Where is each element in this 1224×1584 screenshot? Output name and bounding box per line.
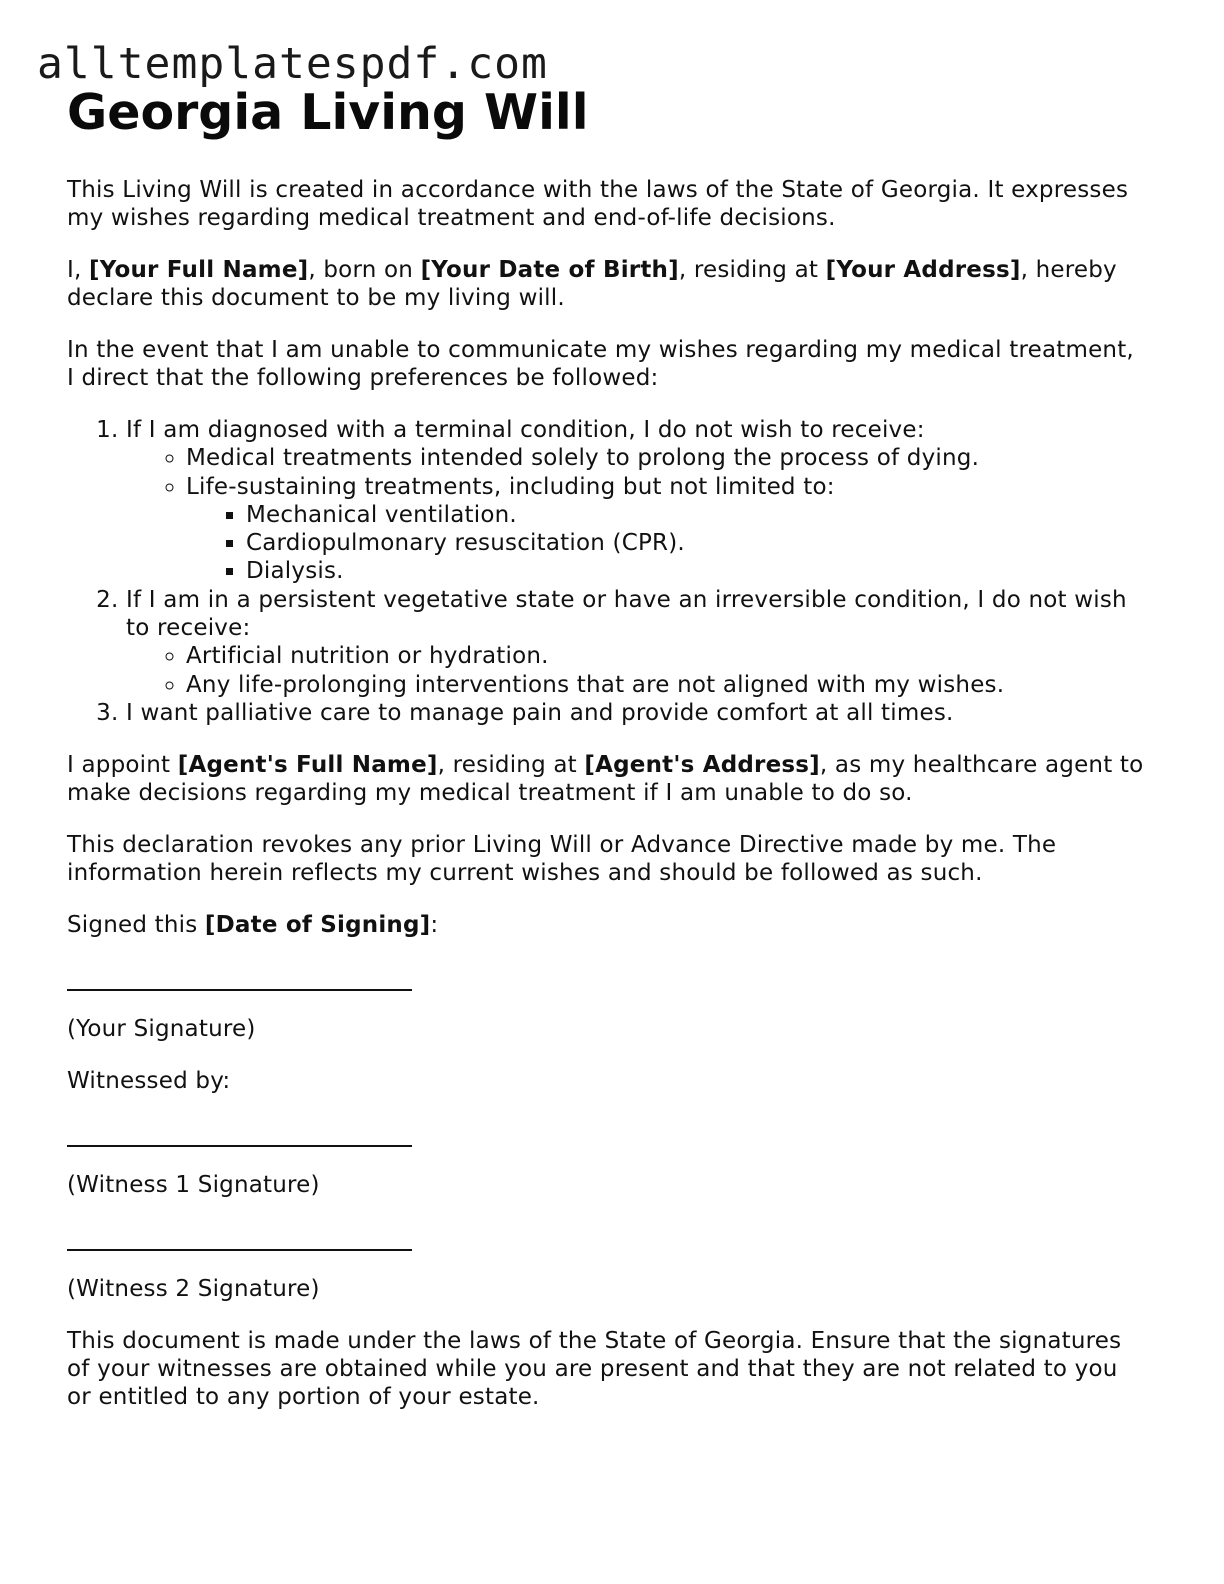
revocation-paragraph: This declaration revokes any prior Living Will or Advance Directive made by me. The information herein reflects my current wishes and should be followed as such.	[67, 832, 1057, 887]
agent-text: , residing at	[437, 752, 585, 779]
list-item: ◦ Any life-prolonging interventions that are not aligned with my wishes.	[186, 671, 1147, 699]
signature-label: (Your Signature)	[67, 1016, 256, 1043]
list-item: ◦ Medical treatments intended solely to prolong the process of dying.	[186, 444, 1147, 472]
list-item: ◦ Artificial nutrition or hydration.	[186, 642, 1147, 670]
watermark: alltemplatespdf.com	[37, 39, 548, 89]
address-placeholder: [Your Address]	[825, 257, 1021, 283]
signing-text: :	[430, 912, 439, 939]
list-item	[186, 473, 1147, 586]
witness-1-label: (Witness 1 Signature)	[67, 1172, 320, 1199]
agent-name-placeholder: [Agent's Full Name]	[177, 752, 438, 779]
signing-paragraph	[67, 911, 1147, 939]
document-body	[67, 84, 1147, 1411]
witness-1-signature-line	[67, 1119, 412, 1147]
signature-line	[67, 963, 412, 991]
date-of-birth-placeholder: [Your Date of Birth]	[420, 257, 679, 283]
list-item-text: Life-sustaining treatments, including but not limited to:	[186, 473, 835, 500]
sub-list	[126, 642, 1147, 699]
intro-paragraph: This Living Will is created in accordance with the laws of the State of Georgia. It expresses my wishes regarding medical treatment and end-of-life decisions.	[67, 177, 1129, 231]
declaration-text: I,	[67, 257, 90, 283]
sub-list	[126, 444, 1147, 585]
full-name-placeholder: [Your Full Name]	[89, 257, 309, 283]
closing-paragraph: This document is made under the laws of the State of Georgia. Ensure that the signatures of your witnesses are obtained while you are present and that they are not related to you or entitled to any portion of your estate.	[67, 1328, 1122, 1411]
list-item: ▪ Cardiopulmonary resuscitation (CPR).	[246, 529, 1147, 557]
agent-paragraph	[67, 751, 1147, 807]
event-paragraph: In the event that I am unable to communicate my wishes regarding my medical treatment, I direct that the following preferences be followed:	[67, 337, 1134, 391]
list-item-text: If I am diagnosed with a terminal condition, I do not wish to receive:	[126, 417, 925, 443]
agent-address-placeholder: [Agent's Address]	[584, 752, 820, 779]
page-title: Georgia Living Will	[67, 84, 589, 141]
sub-sub-list	[186, 501, 1147, 586]
list-item	[126, 586, 1147, 699]
list-item	[126, 699, 1147, 727]
list-item: ▪ Dialysis.	[246, 557, 1147, 585]
list-item	[126, 416, 1147, 586]
preferences-list	[67, 416, 1147, 727]
witnessed-by-label: Witnessed by:	[67, 1068, 231, 1095]
list-item-text: If I am in a persistent vegetative state or have an irreversible condition, I do not wish to receive:	[126, 586, 1127, 642]
signing-text: Signed this	[67, 912, 205, 939]
witness-2-label: (Witness 2 Signature)	[67, 1276, 320, 1303]
declaration-paragraph	[67, 256, 1147, 312]
witness-2-signature-line	[67, 1223, 412, 1251]
agent-text: I appoint	[67, 752, 178, 779]
list-item-text: I want palliative care to manage pain and provide comfort at all times.	[126, 699, 954, 726]
agent-text: , as my healthcare agent to make decisions regarding my medical treatment if I am unable to do so.	[67, 752, 1144, 807]
list-item: ▪ Mechanical ventilation.	[246, 501, 1147, 529]
declaration-text: , hereby declare this document to be my living will.	[67, 257, 1117, 311]
signing-date-placeholder: [Date of Signing]	[204, 912, 431, 939]
declaration-text: , born on	[308, 257, 421, 283]
declaration-text: , residing at	[678, 257, 826, 283]
